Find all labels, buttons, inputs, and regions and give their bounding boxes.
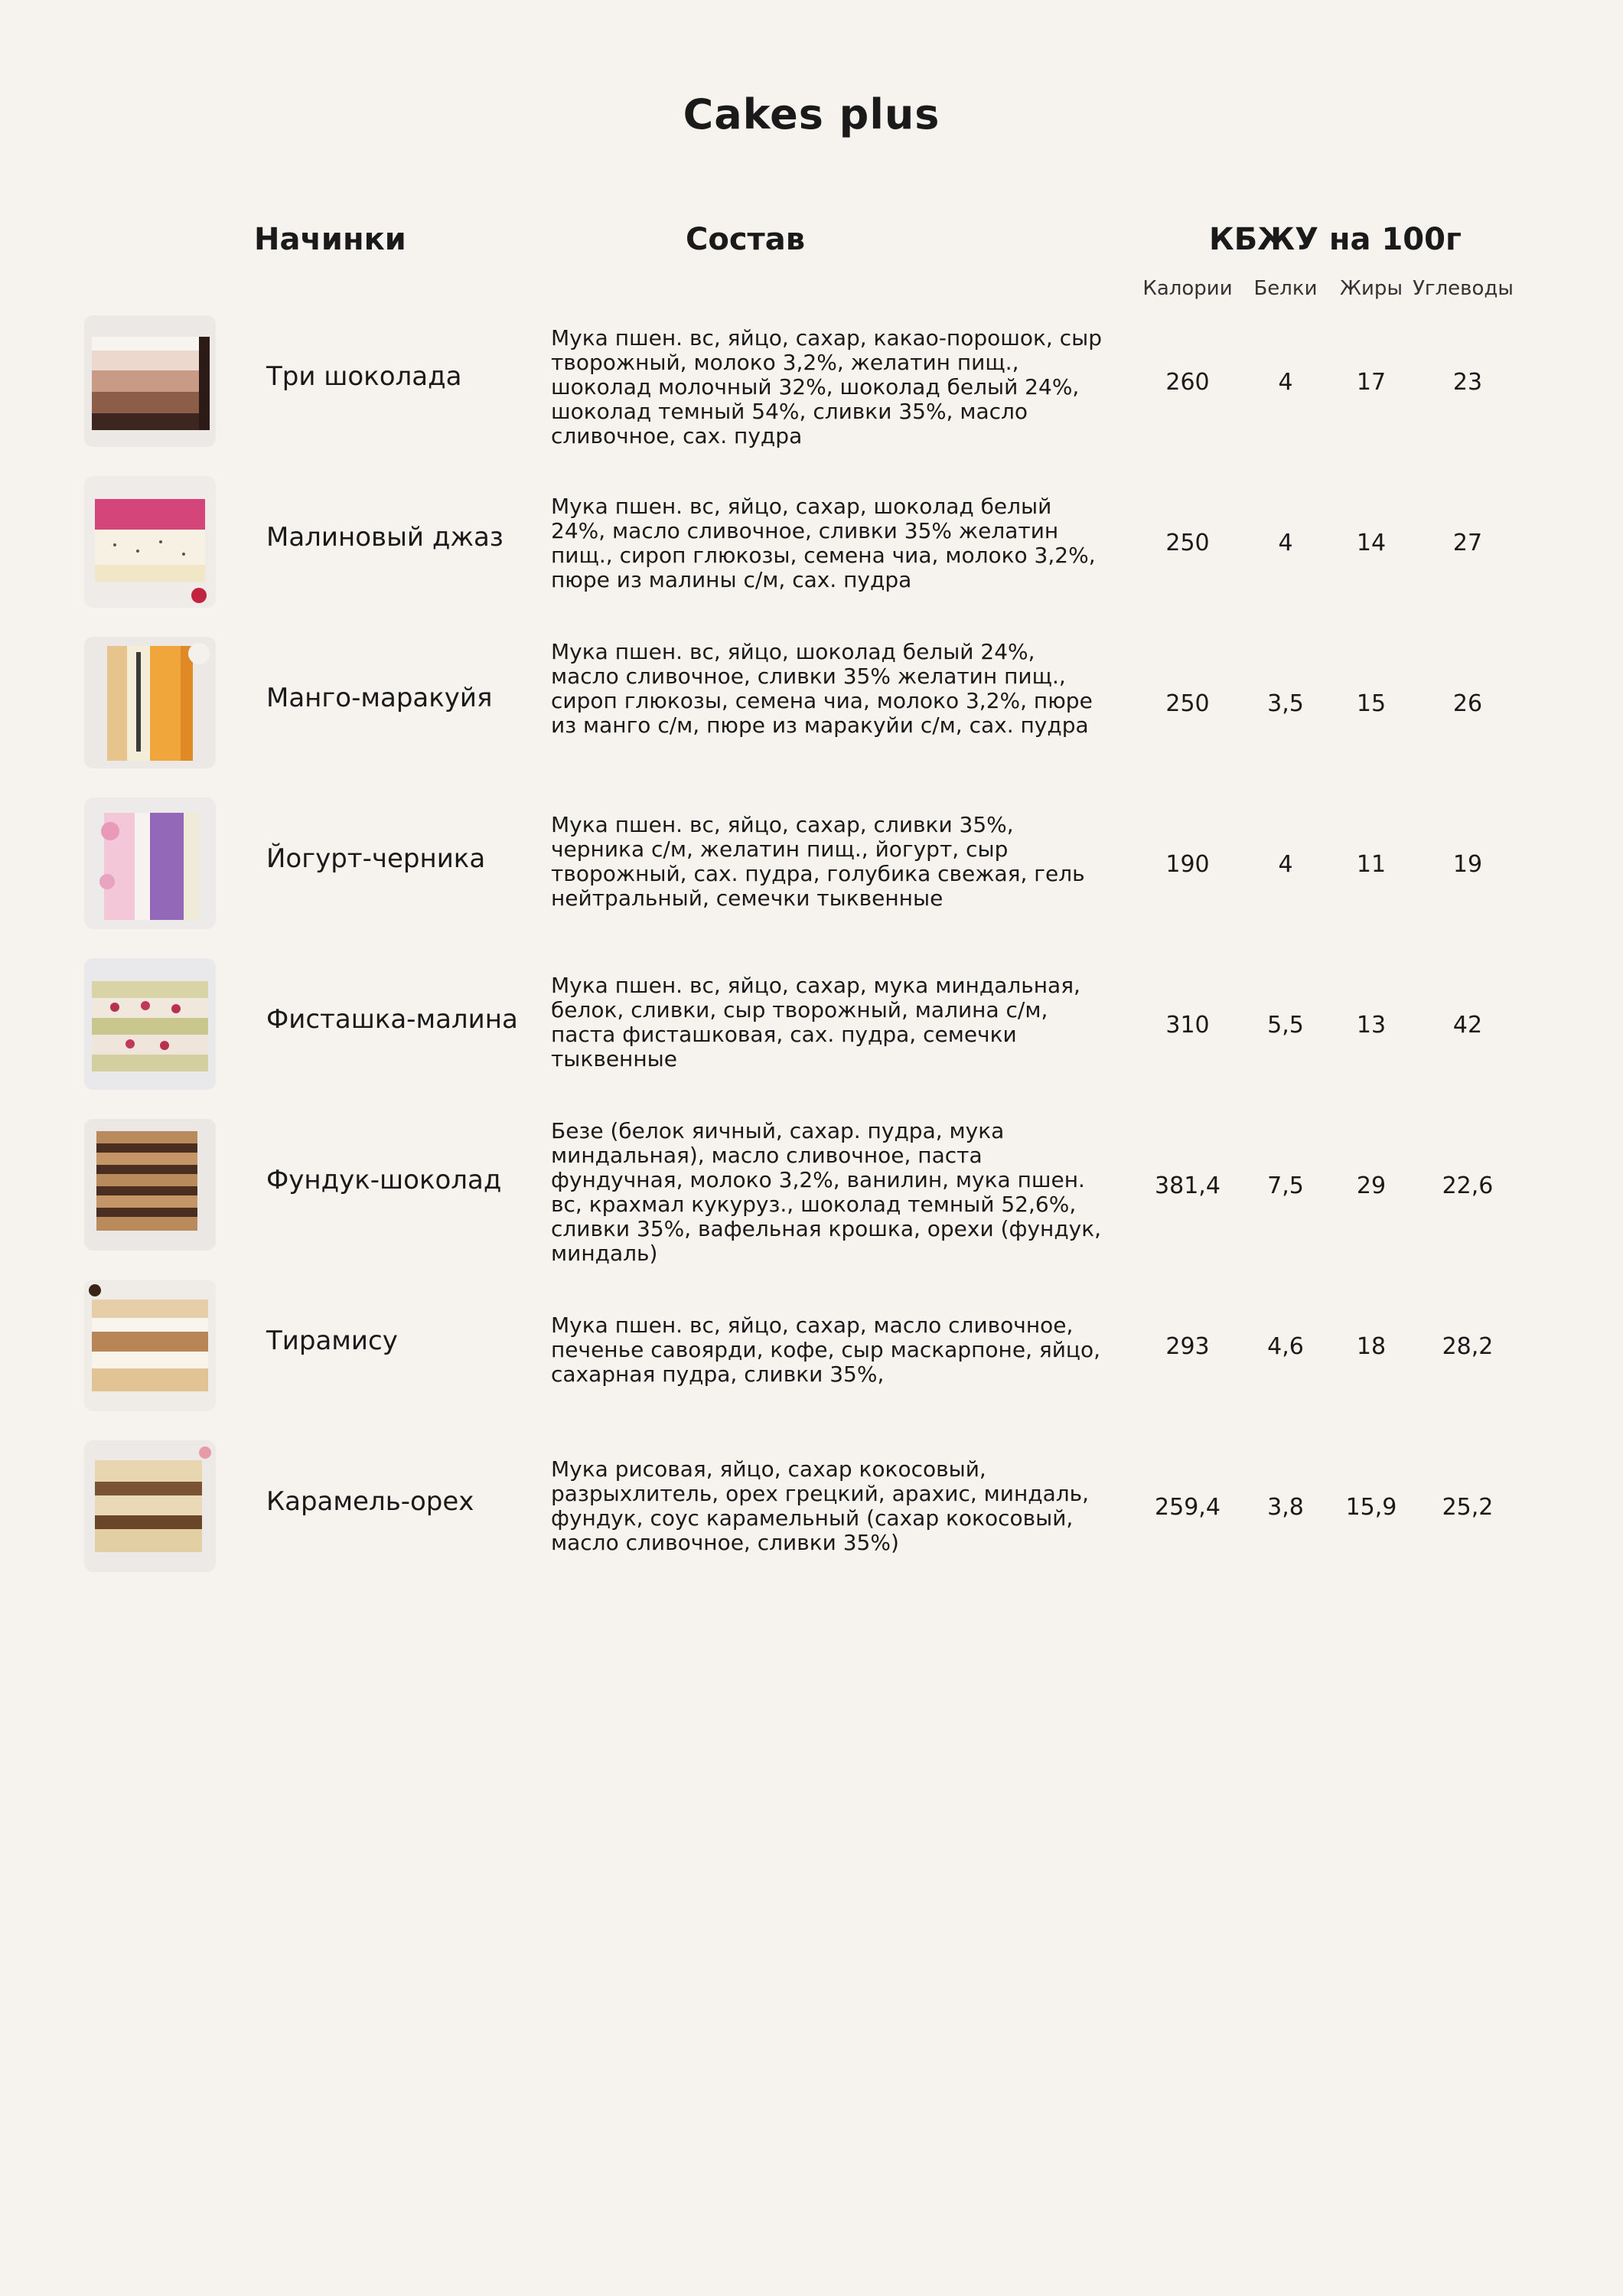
table-row [0,1440,1623,1572]
filling-name: Карамель-орех [266,1486,474,1517]
table-row [0,476,1623,608]
cake-photo-raspberry-jazz [84,476,216,608]
carbs-value: 19 [1452,851,1483,878]
table-row [0,1118,1623,1266]
cake-photo-three-chocolates [84,315,216,447]
protein-value: 4,6 [1267,1333,1304,1360]
protein-value: 4 [1278,369,1293,396]
carbs-value: 22,6 [1442,1172,1494,1199]
filling-name: Три шоколада [266,361,462,392]
calories-value: 260 [1165,369,1210,396]
page-title: Cakes plus [683,90,940,139]
fat-value: 15,9 [1345,1494,1397,1521]
header-kbju: КБЖУ на 100г [1209,222,1462,257]
carbs-value: 27 [1452,530,1483,556]
header-composition: Состав [686,222,806,257]
cake-photo-pistachio-raspberry [84,958,216,1090]
filling-name: Фундук-шоколад [266,1165,502,1195]
table-row [0,637,1623,768]
calories-value: 293 [1165,1333,1210,1360]
cake-photo-mango-passionfruit [84,637,216,768]
header-fat: Жиры [1340,277,1403,300]
filling-name: Малиновый джаз [266,522,504,553]
carbs-value: 25,2 [1442,1494,1494,1521]
protein-value: 3,5 [1267,690,1304,717]
protein-value: 7,5 [1267,1172,1304,1199]
protein-value: 4 [1278,530,1293,556]
calories-value: 250 [1165,690,1210,717]
filling-name: Фисташка-малина [266,1004,518,1035]
fat-value: 13 [1356,1012,1387,1039]
calories-value: 259,4 [1155,1494,1221,1521]
header-fillings: Начинки [254,222,406,257]
filling-composition: Мука пшен. вс, яйцо, сахар, мука миндальная, белок, сливки, сыр творожный, малина с/м, паста фисташковая, сах. пудра, семечки тыквенные [551,973,1080,1071]
filling-composition: Мука пшен. вс, яйцо, сахар, шоколад белый 24%, масло сливочное, сливки 35% желатин пищ., сироп глюкозы, семена чиа, молоко 3,2%, пюре из малины с/м, сах. пудра [551,494,1096,592]
protein-value: 3,8 [1267,1494,1304,1521]
filling-composition: Мука пшен. вс, яйцо, сахар, какао-порошок, сыр творожный, молоко 3,2%, желатин пищ., шоколад молочный 32%, шоколад белый 24%, шоколад темный 54%, сливки 35%, масло сливочное, сах. пудра [551,325,1103,448]
carbs-value: 26 [1452,690,1483,717]
filling-name: Тирамису [266,1326,398,1356]
table-row [0,315,1623,447]
header-calories: Калории [1142,277,1233,300]
calories-value: 310 [1165,1012,1210,1039]
filling-composition: Безе (белок яичный, сахар. пудра, мука миндальная), масло сливочное, паста фундучная, молоко 3,2%, ванилин, мука пшен. вс, крахмал кукуруз., шоколад темный 52,6%, сливки 35%, вафельная крошка, орехи (фундук, миндаль) [551,1118,1102,1266]
calories-value: 381,4 [1155,1172,1221,1199]
fat-value: 11 [1356,851,1387,878]
header-carbs: Углеводы [1413,277,1514,300]
cake-photo-tiramisu [84,1280,216,1411]
filling-name: Йогурт-черника [266,843,486,874]
header-protein: Белки [1253,277,1318,300]
fat-value: 17 [1356,369,1387,396]
cake-photo-yogurt-blueberry [84,797,216,929]
table-row [0,958,1623,1090]
table-row [0,797,1623,929]
calories-value: 190 [1165,851,1210,878]
cake-photo-hazelnut-chocolate [84,1119,216,1251]
filling-name: Манго-маракуйя [266,683,493,713]
fat-value: 18 [1356,1333,1387,1360]
fat-value: 29 [1356,1172,1387,1199]
carbs-value: 23 [1452,369,1483,396]
calories-value: 250 [1165,530,1210,556]
carbs-value: 42 [1452,1012,1483,1039]
protein-value: 4 [1278,851,1293,878]
carbs-value: 28,2 [1442,1333,1494,1360]
filling-composition: Мука пшен. вс, яйцо, сахар, масло сливочное, печенье савоярди, кофе, сыр маскарпоне, яйцо, сахарная пудра, сливки 35%, [551,1313,1101,1387]
protein-value: 5,5 [1267,1012,1304,1039]
filling-composition: Мука пшен. вс, яйцо, шоколад белый 24%, масло сливочное, сливки 35% желатин пищ., сироп глюкозы, семена чиа, молоко 3,2%, пюре из манго с/м, пюре из маракуйи с/м, сах. пудра [551,639,1093,738]
fat-value: 14 [1356,530,1387,556]
cake-photo-caramel-nut [84,1440,216,1572]
fat-value: 15 [1356,690,1387,717]
filling-composition: Мука пшен. вс, яйцо, сахар, сливки 35%, черника с/м, желатин пищ., йогурт, сыр творожный, сах. пудра, голубика свежая, гель нейтральный, семечки тыквенные [551,812,1085,911]
filling-composition: Мука рисовая, яйцо, сахар кокосовый, разрыхлитель, орех грецкий, арахис, миндаль, фундук, соус карамельный (сахар кокосовый, масло сливочное, сливки 35%) [551,1456,1090,1555]
table-row [0,1280,1623,1411]
